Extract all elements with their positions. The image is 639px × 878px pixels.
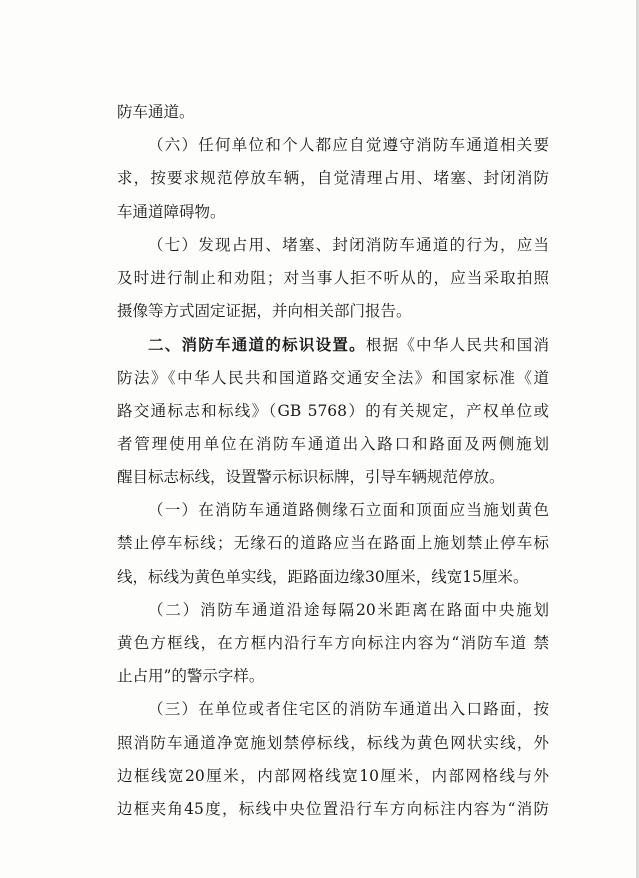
line-text: 防法》《中华人民共和国道路交通安全法》和国家标准《道 — [117, 368, 549, 387]
line-text: 线，标线为黄色单实线，距路面边缘30厘米，线宽15厘米。 — [117, 567, 529, 586]
text-line — [117, 328, 549, 361]
text-line — [117, 196, 549, 229]
text-line — [117, 494, 549, 527]
text-line — [117, 428, 549, 461]
line-text: 路交通标志和标线》（GB 5768）的有关规定，产权单位或 — [117, 401, 549, 420]
line-text: 求，按要求规范停放车辆，自觉清理占用、堵塞、封闭消防 — [117, 169, 549, 188]
text-line — [117, 760, 549, 793]
line-text: 醒目标志标线，设置警示标识标牌，引导车辆规范停放。 — [117, 468, 505, 487]
text-line — [117, 162, 549, 195]
text-line — [117, 96, 549, 129]
line-text: 边框夹角45度，标线中央位置沿行车方向标注内容为“消防 — [117, 799, 549, 818]
section-heading: 二、消防车通道的标识设置。 — [148, 335, 366, 355]
line-text: 禁止停车标线；无缘石的道路应当在路面上施划禁止停车标 — [117, 534, 549, 553]
line-text: 根据《中华人民共和国消 — [365, 336, 549, 355]
line-text: 止占用”的警示字样。 — [117, 667, 265, 686]
text-line — [117, 527, 549, 560]
text-line — [117, 727, 549, 760]
line-text: 防车通道。 — [117, 103, 195, 121]
line-text: 者管理使用单位在消防车通道出入路口和路面及两侧施划 — [117, 434, 549, 453]
line-text: 车通道障碍物。 — [117, 202, 226, 221]
line-text: 摄像等方式固定证据，并向相关部门报告。 — [117, 302, 412, 321]
line-text: 黄色方框线，在方框内沿行车方向标注内容为“消防车道 禁 — [117, 634, 549, 652]
line-text: 及时进行制止和劝阻；对当事人拒不听从的，应当采取拍照 — [117, 268, 549, 287]
text-line — [117, 594, 549, 627]
text-line — [117, 627, 549, 660]
line-text: （七）发现占用、堵塞、封闭消防车通道的行为，应当 — [148, 235, 549, 254]
document-body — [117, 96, 549, 826]
line-text: 边框线宽20厘米，内部网格线宽10厘米，内部网格线与外 — [117, 766, 549, 785]
text-line — [117, 461, 549, 494]
text-line — [117, 693, 549, 726]
line-text: （二）消防车通道沿途每隔20米距离在路面中央施划 — [148, 600, 549, 619]
line-text: （一）在消防车通道路侧缘石立面和顶面应当施划黄色 — [148, 501, 549, 520]
text-line — [117, 362, 549, 395]
text-line — [117, 262, 549, 295]
text-line — [117, 561, 549, 594]
text-line — [117, 129, 549, 162]
text-line — [117, 660, 549, 693]
line-text: 照消防车通道净宽施划禁停标线，标线为黄色网状实线，外 — [117, 733, 549, 752]
text-line — [117, 229, 549, 262]
text-line — [117, 295, 549, 328]
text-line — [117, 395, 549, 428]
text-line — [117, 793, 549, 826]
line-text: （三）在单位或者住宅区的消防车通道出入口路面，按 — [148, 700, 549, 719]
line-text: （六）任何单位和个人都应自觉遵守消防车通道相关要 — [148, 136, 549, 155]
